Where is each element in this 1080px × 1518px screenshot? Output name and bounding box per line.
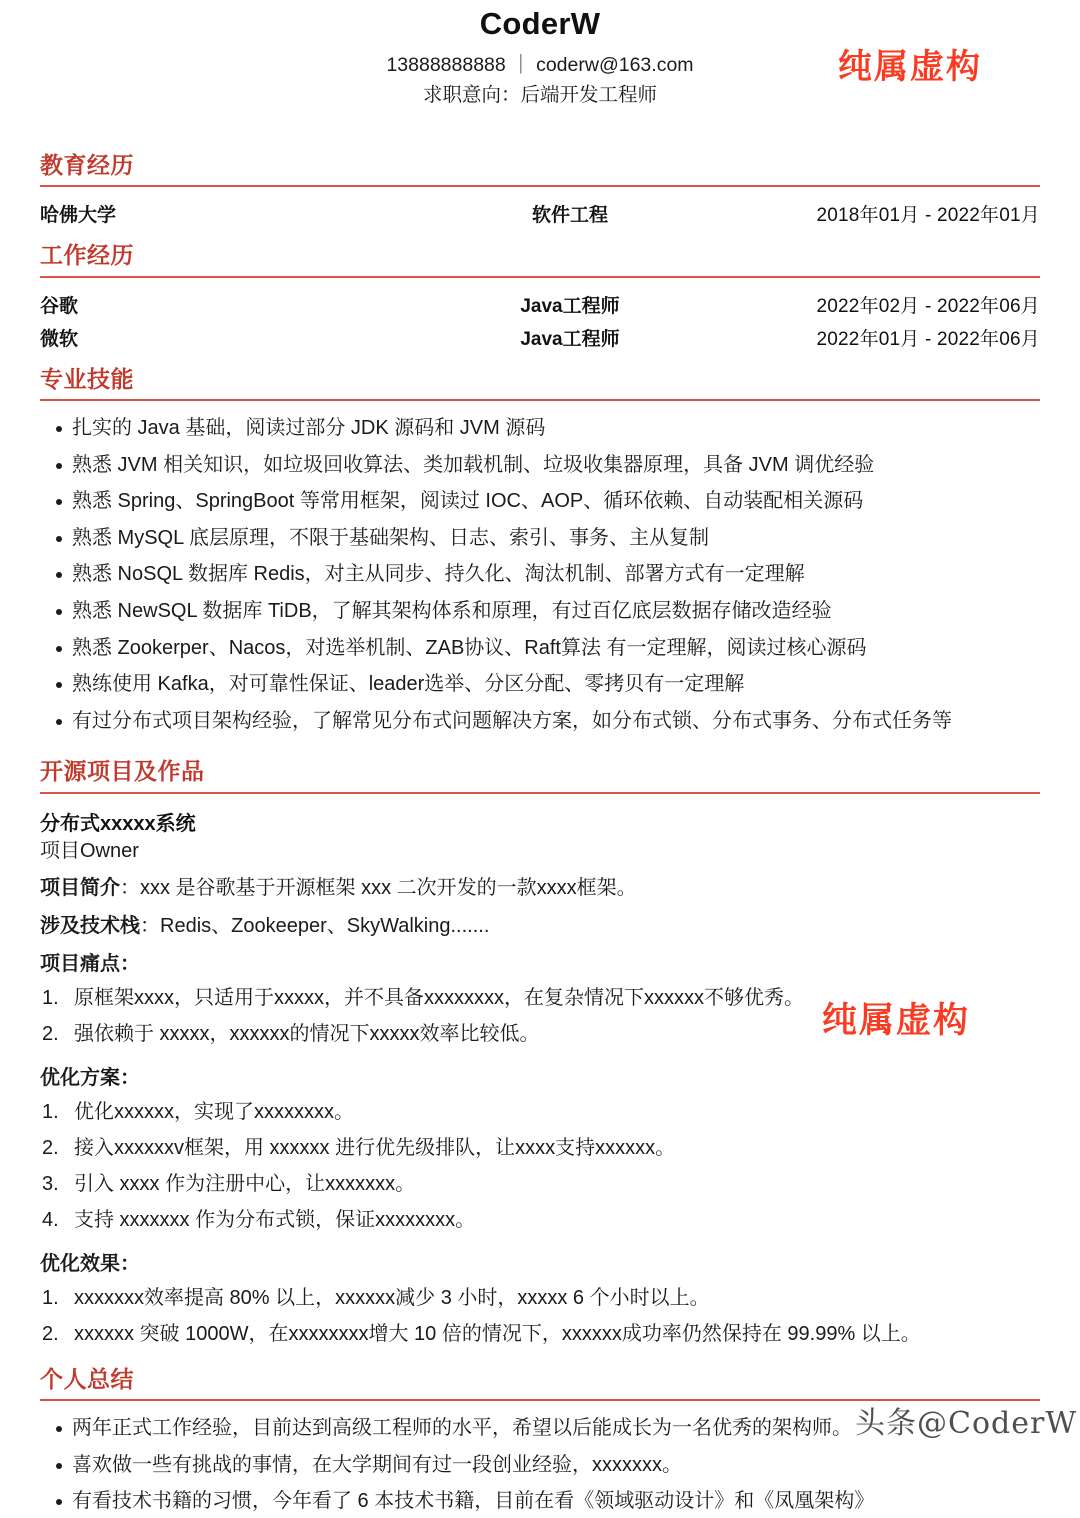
solution-label-text: 优化方案： xyxy=(40,1066,140,1089)
section-heading-education: 教育经历 xyxy=(40,153,1040,187)
project-intro xyxy=(40,865,1040,903)
project-painpoint-label xyxy=(40,941,1040,979)
list-item: xxxxxx 突破 1000W，在xxxxxxxx增大 10 倍的情况下，xxxxxx成功率仍然保持在 99.99% 以上。 xyxy=(74,1322,921,1345)
list-item: 熟悉 Zookerper、Nacos，对选举机制、ZAB协议、Raft算法 有一定理解，阅读过核心源码 xyxy=(40,633,1040,665)
section-work xyxy=(40,243,1040,350)
work-row xyxy=(40,278,1040,318)
section-heading-skills: 专业技能 xyxy=(40,367,1040,401)
project-title: 分布式xxxxx系统 xyxy=(40,812,196,835)
list-item: 熟悉 NewSQL 数据库 TiDB，了解其架构体系和原理，有过百亿底层数据存储改造经验 xyxy=(40,596,1040,628)
fiction-stamp-middle: 纯属虚构 xyxy=(822,1001,971,1040)
summary-list xyxy=(40,1401,1040,1518)
list-item: 有过分布式项目架构经验，了解常见分布式问题解决方案，如分布式锁、分布式事务、分布式任务等 xyxy=(40,706,1040,738)
list-item: 喜欢做一些有挑战的事情，在大学期间有过一段创业经验，xxxxxxx。 xyxy=(40,1450,1040,1482)
work-org: 谷歌 xyxy=(40,295,79,317)
section-heading-project: 开源项目及作品 xyxy=(40,759,1040,793)
project-stack-label: 涉及技术栈 xyxy=(40,914,140,937)
work-date: 2022年02月 - 2022年06月 xyxy=(816,295,1040,317)
work-date: 2022年01月 - 2022年06月 xyxy=(816,328,1040,350)
work-row xyxy=(40,318,1040,351)
education-row xyxy=(40,187,1040,227)
list-item: 熟悉 MySQL 底层原理，不限于基础架构、日志、索引、事务、主从复制 xyxy=(40,523,1040,555)
section-project xyxy=(40,759,1040,1348)
job-objective: 求职意向：后端开发工程师 xyxy=(422,83,657,106)
list-item: 优化xxxxxx，实现了xxxxxxxx。 xyxy=(74,1100,354,1123)
list-item: 引入 xxxx 作为注册中心，让xxxxxxx。 xyxy=(74,1172,416,1195)
education-major: 软件工程 xyxy=(531,205,608,227)
watermark: 头条@CoderW xyxy=(855,1406,1078,1441)
fiction-stamp-top: 纯属虚构 xyxy=(838,48,982,86)
project-intro-text: ：xxx 是谷歌基于开源框架 xxx 二次开发的一款xxxx框架。 xyxy=(120,876,637,899)
project-stack xyxy=(40,903,1040,941)
work-org: 微软 xyxy=(40,328,79,350)
skills-list xyxy=(40,401,1040,737)
project-solution-label xyxy=(40,1055,1040,1093)
contact-line: 13888888888 ｜ coderw@163.com xyxy=(386,53,694,76)
list-item: 强依赖于 xxxxx，xxxxxx的情况下xxxxx效率比较低。 xyxy=(74,1022,540,1045)
project-stack-text: ：Redis、Zookeeper、SkyWalking....... xyxy=(140,914,490,937)
section-summary xyxy=(40,1367,1040,1518)
education-date: 2018年01月 - 2022年01月 xyxy=(816,205,1040,227)
project-role: 项目Owner xyxy=(40,839,139,862)
section-skills xyxy=(40,367,1040,738)
painpoint-label-text: 项目痛点： xyxy=(40,952,140,975)
project-effect-list xyxy=(40,1279,1040,1349)
list-item: xxxxxxx效率提高 80% 以上，xxxxxx减少 3 小时，xxxxx 6 个小时以上。 xyxy=(74,1286,710,1309)
list-item: 扎实的 Java 基础，阅读过部分 JDK 源码和 JVM 源码 xyxy=(40,413,1040,445)
section-heading-summary: 个人总结 xyxy=(40,1367,1040,1401)
project-intro-label: 项目简介 xyxy=(40,876,120,899)
education-org: 哈佛大学 xyxy=(40,205,117,227)
page-title: CoderW xyxy=(479,6,601,41)
list-item: 接入xxxxxxv框架，用 xxxxxx 进行优先级排队，让xxxx支持xxxxxx。 xyxy=(74,1136,676,1159)
list-item: 熟悉 Spring、SpringBoot 等常用框架，阅读过 IOC、AOP、循环依赖、自动装配相关源码 xyxy=(40,486,1040,518)
work-role: Java工程师 xyxy=(520,295,620,317)
list-item: 有看技术书籍的习惯，今年看了 6 本技术书籍，目前在看《领域驱动设计》和《凤凰架构》 xyxy=(40,1486,1040,1518)
work-role: Java工程师 xyxy=(520,328,620,350)
section-heading-work: 工作经历 xyxy=(40,243,1040,277)
list-item: 熟悉 NoSQL 数据库 Redis，对主从同步、持久化、淘汰机制、部署方式有一定理解 xyxy=(40,559,1040,591)
project-solution-list xyxy=(40,1093,1040,1235)
project-effect-label xyxy=(40,1241,1040,1279)
list-item: 熟悉 JVM 相关知识，如垃圾回收算法、类加载机制、垃圾收集器原理，具备 JVM 调优经验 xyxy=(40,450,1040,482)
effect-label-text: 优化效果： xyxy=(40,1252,140,1275)
list-item: 原框架xxxx，只适用于xxxxx，并不具备xxxxxxxx，在复杂情况下xxxxxx不够优秀。 xyxy=(74,986,804,1009)
list-item: 熟练使用 Kafka，对可靠性保证、leader选举、分区分配、零拷贝有一定理解 xyxy=(40,669,1040,701)
section-education xyxy=(40,153,1040,227)
list-item: 两年正式工作经验，目前达到高级工程师的水平，希望以后能成长为一名优秀的架构师。 xyxy=(40,1413,1040,1445)
list-item: 支持 xxxxxxx 作为分布式锁，保证xxxxxxxx。 xyxy=(74,1208,476,1231)
